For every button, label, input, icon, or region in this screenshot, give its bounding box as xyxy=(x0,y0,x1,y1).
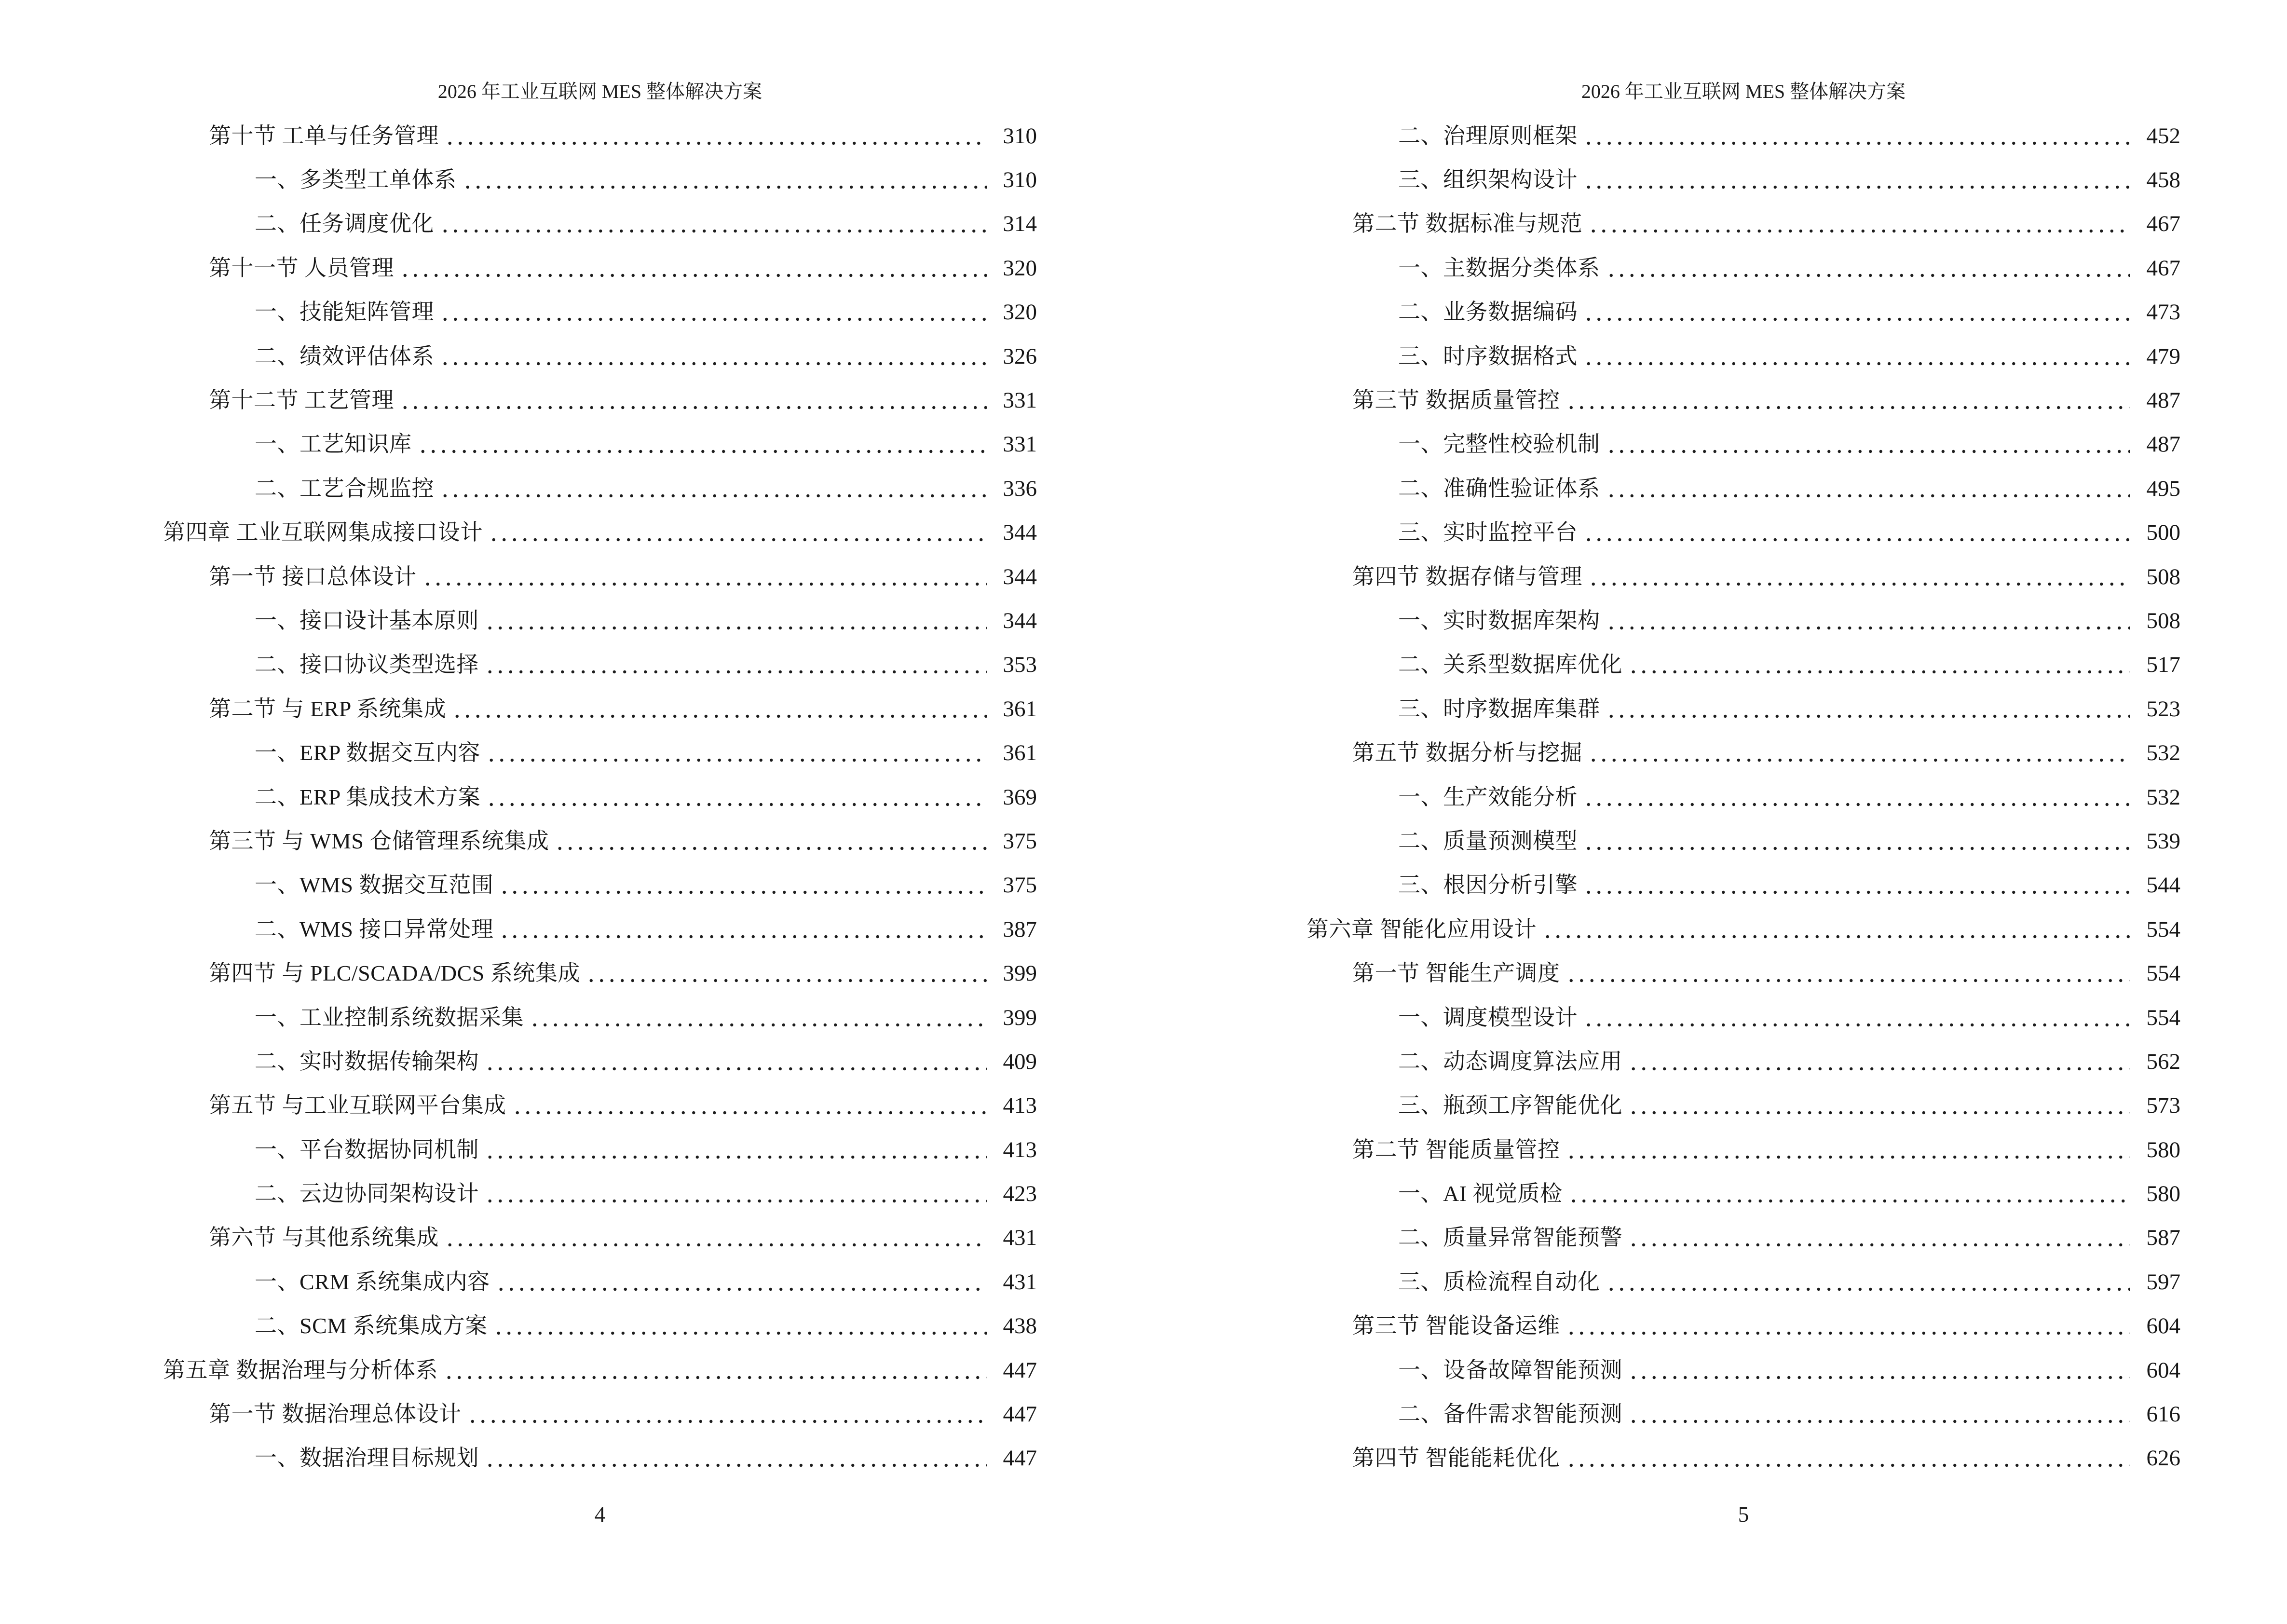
toc-entry-page-number: 554 xyxy=(2146,916,2180,942)
toc-entry-title: 三、时序数据格式 xyxy=(1398,343,1578,368)
toc-entry[interactable] xyxy=(163,775,1037,819)
toc-entry-page-number: 539 xyxy=(2146,828,2180,854)
toc-entry[interactable] xyxy=(163,1216,1037,1260)
toc-entry[interactable] xyxy=(163,555,1037,599)
toc-entry-title: 第三节 数据质量管控 xyxy=(1352,388,1560,413)
toc-list xyxy=(163,114,1037,1480)
dot-leader xyxy=(529,996,987,1039)
dot-leader xyxy=(554,819,986,863)
toc-entry-page-number: 573 xyxy=(2146,1093,2180,1119)
toc-entry[interactable] xyxy=(1307,378,2180,422)
toc-entry[interactable] xyxy=(163,863,1037,907)
toc-entry-title: 二、动态调度算法应用 xyxy=(1398,1049,1622,1074)
toc-entry-page-number: 314 xyxy=(1003,211,1037,237)
toc-entry[interactable] xyxy=(1307,1304,2180,1348)
dot-leader xyxy=(484,599,987,642)
toc-entry-page-number: 326 xyxy=(1003,343,1037,369)
toc-entry-title: 第二节 智能质量管控 xyxy=(1352,1137,1560,1162)
toc-entry-page-number: 508 xyxy=(2146,564,2180,589)
toc-entry-page-number: 626 xyxy=(2146,1446,2180,1471)
toc-entry-title: 一、ERP 数据交互内容 xyxy=(255,740,481,765)
toc-entry-title: 第十节 工单与任务管理 xyxy=(209,123,439,148)
dot-leader xyxy=(485,731,986,775)
toc-entry[interactable] xyxy=(1307,202,2180,246)
toc-entry-page-number: 344 xyxy=(1003,520,1037,546)
dot-leader xyxy=(1605,466,2130,510)
toc-entry[interactable] xyxy=(1307,687,2180,731)
dot-leader xyxy=(1565,1304,2130,1348)
toc-entry[interactable] xyxy=(1307,1216,2180,1260)
toc-entry-page-number: 413 xyxy=(1003,1137,1037,1162)
dot-leader xyxy=(1565,1436,2130,1480)
toc-entry-page-number: 399 xyxy=(1003,961,1037,986)
toc-entry[interactable] xyxy=(1307,1260,2180,1304)
dot-leader xyxy=(1565,1128,2130,1172)
toc-entry[interactable] xyxy=(1307,996,2180,1039)
dot-leader xyxy=(422,555,987,599)
toc-entry[interactable] xyxy=(163,951,1037,995)
toc-entry-page-number: 344 xyxy=(1003,608,1037,633)
dot-leader xyxy=(1587,731,2130,775)
toc-entry-title: 一、实时数据库架构 xyxy=(1398,608,1600,633)
toc-entry-page-number: 597 xyxy=(2146,1269,2180,1295)
toc-entry-title: 第一节 智能生产调度 xyxy=(1352,961,1560,986)
toc-entry-title: 第五节 数据分析与挖掘 xyxy=(1352,740,1582,765)
dot-leader xyxy=(498,863,986,907)
dot-leader xyxy=(1627,1392,2130,1436)
toc-entry-title: 第三节 与 WMS 仓储管理系统集成 xyxy=(209,828,549,853)
toc-entry-page-number: 532 xyxy=(2146,740,2180,766)
toc-entry-page-number: 554 xyxy=(2146,961,2180,986)
toc-entry[interactable] xyxy=(1307,158,2180,202)
toc-entry-page-number: 447 xyxy=(1003,1357,1037,1383)
toc-entry[interactable] xyxy=(163,1304,1037,1348)
dot-leader xyxy=(1605,246,2130,290)
dot-leader xyxy=(492,1304,987,1348)
dot-leader xyxy=(1605,1260,2130,1304)
toc-entry-page-number: 467 xyxy=(2146,211,2180,237)
toc-entry-page-number: 562 xyxy=(2146,1049,2180,1074)
dot-leader xyxy=(439,290,987,334)
dot-leader xyxy=(498,907,986,951)
dot-leader xyxy=(462,158,987,202)
toc-entry-page-number: 361 xyxy=(1003,740,1037,766)
dot-leader xyxy=(439,202,987,246)
toc-entry-page-number: 310 xyxy=(1003,167,1037,193)
page-number-footer: 4 xyxy=(594,1502,606,1527)
page-content-right xyxy=(1307,0,2180,1624)
toc-entry-title: 第四节 数据存储与管理 xyxy=(1352,564,1582,589)
dot-leader xyxy=(1567,1172,2130,1215)
toc-entry-page-number: 431 xyxy=(1003,1269,1037,1295)
dot-leader xyxy=(1582,158,2130,202)
dot-leader xyxy=(1605,423,2130,466)
toc-entry[interactable] xyxy=(1307,555,2180,599)
dot-leader xyxy=(1587,202,2130,246)
toc-entry-title: 三、时序数据库集群 xyxy=(1398,696,1600,721)
dot-leader xyxy=(1605,687,2130,731)
toc-entry[interactable] xyxy=(1307,1348,2180,1392)
dot-leader xyxy=(1627,1348,2130,1392)
toc-entry[interactable] xyxy=(163,599,1037,642)
dot-leader xyxy=(451,687,986,731)
toc-entry-title: 第二节 与 ERP 系统集成 xyxy=(209,696,447,721)
dot-leader xyxy=(484,1172,987,1215)
toc-entry[interactable] xyxy=(163,290,1037,334)
toc-entry-title: 二、ERP 集成技术方案 xyxy=(255,784,481,809)
toc-entry[interactable] xyxy=(163,1392,1037,1436)
toc-entry[interactable] xyxy=(163,1172,1037,1215)
toc-entry[interactable] xyxy=(163,334,1037,378)
toc-entry[interactable] xyxy=(1307,114,2180,158)
toc-entry-page-number: 580 xyxy=(2146,1181,2180,1207)
toc-entry[interactable] xyxy=(1307,775,2180,819)
dot-leader xyxy=(1582,996,2130,1039)
toc-entry-page-number: 580 xyxy=(2146,1137,2180,1162)
dot-leader xyxy=(1627,1039,2130,1083)
dot-leader xyxy=(399,246,987,290)
toc-entry-page-number: 409 xyxy=(1003,1049,1037,1074)
toc-entry[interactable] xyxy=(163,423,1037,466)
toc-entry-page-number: 344 xyxy=(1003,564,1037,589)
toc-entry[interactable] xyxy=(1307,731,2180,775)
dot-leader xyxy=(488,511,987,555)
dot-leader xyxy=(484,1128,987,1172)
toc-entry-title: 二、任务调度优化 xyxy=(255,211,434,236)
toc-entry[interactable] xyxy=(163,466,1037,510)
toc-entry[interactable] xyxy=(1307,907,2180,951)
toc-entry[interactable] xyxy=(163,1436,1037,1480)
toc-entry-title: 三、组织架构设计 xyxy=(1398,167,1578,192)
toc-list xyxy=(1307,114,2180,1480)
toc-entry-page-number: 604 xyxy=(2146,1313,2180,1339)
dot-leader xyxy=(1605,599,2130,642)
toc-entry[interactable] xyxy=(1307,951,2180,995)
toc-entry-title: 第一节 接口总体设计 xyxy=(209,564,417,589)
toc-entry-page-number: 544 xyxy=(2146,873,2180,898)
dot-leader xyxy=(1627,1084,2130,1128)
dot-leader xyxy=(444,1216,987,1260)
toc-entry-page-number: 320 xyxy=(1003,300,1037,325)
dot-leader xyxy=(1582,334,2130,378)
toc-entry-page-number: 399 xyxy=(1003,1005,1037,1030)
toc-entry-page-number: 487 xyxy=(2146,388,2180,413)
toc-entry-title: 二、WMS 接口异常处理 xyxy=(255,916,494,942)
toc-entry-page-number: 310 xyxy=(1003,123,1037,149)
toc-entry-page-number: 447 xyxy=(1003,1402,1037,1427)
toc-entry-page-number: 423 xyxy=(1003,1181,1037,1207)
toc-entry[interactable] xyxy=(1307,599,2180,642)
toc-entry-page-number: 495 xyxy=(2146,476,2180,501)
page-header-title: 2026 年工业互联网 MES 整体解决方案 xyxy=(437,81,762,102)
toc-entry[interactable] xyxy=(1307,1436,2180,1480)
toc-entry-page-number: 467 xyxy=(2146,255,2180,281)
toc-entry-title: 第三节 智能设备运维 xyxy=(1352,1313,1560,1338)
toc-entry-title: 第六章 智能化应用设计 xyxy=(1307,916,1537,942)
page-content-left xyxy=(163,0,1037,1624)
toc-entry-title: 三、瓶颈工序智能优化 xyxy=(1398,1093,1622,1118)
dot-leader xyxy=(399,378,987,422)
toc-entry-title: 第一节 数据治理总体设计 xyxy=(209,1402,462,1427)
toc-entry-title: 二、云边协同架构设计 xyxy=(255,1181,479,1206)
toc-entry[interactable] xyxy=(163,1348,1037,1392)
toc-entry-page-number: 375 xyxy=(1003,828,1037,854)
toc-entry[interactable] xyxy=(163,687,1037,731)
toc-entry-title: 二、业务数据编码 xyxy=(1398,300,1578,325)
dot-leader xyxy=(1582,819,2130,863)
toc-entry-title: 第四节 与 PLC/SCADA/DCS 系统集成 xyxy=(209,961,580,986)
toc-entry-title: 一、完整性校验机制 xyxy=(1398,432,1600,457)
toc-entry[interactable] xyxy=(1307,643,2180,687)
toc-entry[interactable] xyxy=(163,378,1037,422)
toc-entry-title: 一、接口设计基本原则 xyxy=(255,608,479,633)
toc-entry-title: 二、工艺合规监控 xyxy=(255,476,434,501)
toc-entry-title: 二、关系型数据库优化 xyxy=(1398,652,1622,677)
toc-entry[interactable] xyxy=(163,1260,1037,1304)
dot-leader xyxy=(484,643,987,687)
toc-entry-title: 第六节 与其他系统集成 xyxy=(209,1225,439,1250)
toc-entry[interactable] xyxy=(163,158,1037,202)
toc-entry[interactable] xyxy=(163,731,1037,775)
dot-leader xyxy=(443,1348,987,1392)
toc-entry[interactable] xyxy=(1307,819,2180,863)
toc-entry-title: 三、实时监控平台 xyxy=(1398,520,1578,545)
toc-entry-page-number: 523 xyxy=(2146,696,2180,722)
toc-entry[interactable] xyxy=(163,1128,1037,1172)
dot-leader xyxy=(1565,951,2130,995)
toc-entry-title: 一、数据治理目标规划 xyxy=(255,1446,479,1471)
dot-leader xyxy=(511,1084,987,1128)
toc-entry[interactable] xyxy=(1307,1128,2180,1172)
toc-entry[interactable] xyxy=(1307,334,2180,378)
toc-entry[interactable] xyxy=(1307,423,2180,466)
toc-entry-title: 三、质检流程自动化 xyxy=(1398,1269,1600,1294)
dot-leader xyxy=(495,1260,987,1304)
toc-entry-title: 一、调度模型设计 xyxy=(1398,1005,1578,1030)
dot-leader xyxy=(1582,775,2130,819)
toc-entry-title: 一、技能矩阵管理 xyxy=(255,300,434,325)
toc-entry-title: 第五章 数据治理与分析体系 xyxy=(163,1357,438,1382)
dot-leader xyxy=(439,466,987,510)
toc-entry[interactable] xyxy=(163,1084,1037,1128)
dot-leader xyxy=(1627,643,2130,687)
dot-leader xyxy=(1582,114,2130,158)
toc-entry-title: 一、工业控制系统数据采集 xyxy=(255,1005,524,1030)
toc-entry[interactable] xyxy=(163,996,1037,1039)
document-page-right xyxy=(1144,0,2287,1624)
toc-entry-page-number: 353 xyxy=(1003,652,1037,678)
toc-entry-page-number: 508 xyxy=(2146,608,2180,633)
toc-entry-title: 二、接口协议类型选择 xyxy=(255,652,479,677)
toc-entry-title: 一、主数据分类体系 xyxy=(1398,255,1600,280)
toc-entry-page-number: 413 xyxy=(1003,1093,1037,1119)
toc-entry[interactable] xyxy=(1307,863,2180,907)
toc-entry-page-number: 331 xyxy=(1003,388,1037,413)
dot-leader xyxy=(444,114,987,158)
dot-leader xyxy=(1582,511,2130,555)
toc-entry-title: 二、准确性验证体系 xyxy=(1398,476,1600,501)
toc-entry[interactable] xyxy=(1307,1084,2180,1128)
toc-entry-page-number: 532 xyxy=(2146,784,2180,810)
toc-entry[interactable] xyxy=(163,511,1037,555)
toc-entry[interactable] xyxy=(1307,246,2180,290)
toc-entry-title: 二、质量预测模型 xyxy=(1398,828,1578,853)
toc-entry[interactable] xyxy=(1307,1039,2180,1083)
toc-entry-title: 一、WMS 数据交互范围 xyxy=(255,873,494,898)
dot-leader xyxy=(1541,907,2130,951)
toc-entry-title: 第四节 智能能耗优化 xyxy=(1352,1446,1560,1471)
toc-entry-title: 二、备件需求智能预测 xyxy=(1398,1402,1622,1427)
toc-entry-title: 二、质量异常智能预警 xyxy=(1398,1225,1622,1250)
toc-entry-page-number: 487 xyxy=(2146,432,2180,457)
toc-entry[interactable] xyxy=(163,246,1037,290)
toc-entry[interactable] xyxy=(163,114,1037,158)
toc-entry-page-number: 517 xyxy=(2146,652,2180,678)
toc-entry-title: 一、工艺知识库 xyxy=(255,432,412,457)
dot-leader xyxy=(485,775,986,819)
toc-entry-title: 第二节 数据标准与规范 xyxy=(1352,211,1582,236)
dot-leader xyxy=(439,334,987,378)
toc-entry-title: 一、多类型工单体系 xyxy=(255,167,457,192)
toc-entry-page-number: 452 xyxy=(2146,123,2180,149)
dot-leader xyxy=(585,951,987,995)
toc-entry-page-number: 361 xyxy=(1003,696,1037,722)
toc-entry-page-number: 331 xyxy=(1003,432,1037,457)
toc-entry-title: 一、设备故障智能预测 xyxy=(1398,1357,1622,1382)
toc-entry-page-number: 554 xyxy=(2146,1005,2180,1030)
toc-entry-title: 二、实时数据传输架构 xyxy=(255,1049,479,1074)
toc-entry-page-number: 616 xyxy=(2146,1402,2180,1427)
dot-leader xyxy=(484,1436,987,1480)
dot-leader xyxy=(1587,555,2130,599)
dot-leader xyxy=(1627,1216,2130,1260)
toc-entry-title: 二、SCM 系统集成方案 xyxy=(255,1313,488,1338)
toc-entry-page-number: 336 xyxy=(1003,476,1037,501)
toc-entry-title: 一、AI 视觉质检 xyxy=(1398,1181,1563,1206)
toc-entry-title: 第十一节 人员管理 xyxy=(209,255,394,280)
toc-entry-page-number: 604 xyxy=(2146,1357,2180,1383)
dot-leader xyxy=(466,1392,987,1436)
toc-entry-page-number: 447 xyxy=(1003,1446,1037,1471)
toc-entry-page-number: 438 xyxy=(1003,1313,1037,1339)
toc-entry-page-number: 375 xyxy=(1003,873,1037,898)
toc-entry[interactable] xyxy=(163,643,1037,687)
toc-entry[interactable] xyxy=(163,202,1037,246)
toc-entry-page-number: 320 xyxy=(1003,255,1037,281)
toc-entry[interactable] xyxy=(163,819,1037,863)
dot-leader xyxy=(1582,290,2130,334)
toc-entry-title: 一、CRM 系统集成内容 xyxy=(255,1269,490,1294)
toc-entry[interactable] xyxy=(1307,290,2180,334)
dot-leader xyxy=(1582,863,2130,907)
toc-entry-title: 一、生产效能分析 xyxy=(1398,784,1578,809)
toc-entry-title: 第四章 工业互联网集成接口设计 xyxy=(163,520,483,545)
toc-entry-title: 三、根因分析引擎 xyxy=(1398,873,1578,898)
toc-entry-title: 第五节 与工业互联网平台集成 xyxy=(209,1093,506,1118)
toc-entry-page-number: 431 xyxy=(1003,1225,1037,1251)
toc-entry[interactable] xyxy=(163,1039,1037,1083)
toc-entry-title: 一、平台数据协同机制 xyxy=(255,1137,479,1162)
toc-entry-page-number: 387 xyxy=(1003,916,1037,942)
toc-entry-page-number: 369 xyxy=(1003,784,1037,810)
toc-entry-page-number: 587 xyxy=(2146,1225,2180,1251)
toc-entry[interactable] xyxy=(1307,511,2180,555)
toc-entry-title: 二、治理原则框架 xyxy=(1398,123,1578,148)
toc-entry-title: 二、绩效评估体系 xyxy=(255,343,434,368)
dot-leader xyxy=(1565,378,2130,422)
dot-leader xyxy=(484,1039,987,1083)
toc-entry-page-number: 500 xyxy=(2146,520,2180,546)
toc-entry[interactable] xyxy=(1307,1392,2180,1436)
page-number-footer: 5 xyxy=(1738,1502,1749,1527)
dot-leader xyxy=(417,423,987,466)
toc-entry[interactable] xyxy=(163,907,1037,951)
toc-entry-title: 第十二节 工艺管理 xyxy=(209,388,394,413)
toc-entry[interactable] xyxy=(1307,466,2180,510)
toc-entry-page-number: 473 xyxy=(2146,300,2180,325)
toc-entry-page-number: 458 xyxy=(2146,167,2180,193)
toc-entry[interactable] xyxy=(1307,1172,2180,1215)
toc-entry-page-number: 479 xyxy=(2146,343,2180,369)
page-header-title: 2026 年工业互联网 MES 整体解决方案 xyxy=(1581,81,1906,102)
